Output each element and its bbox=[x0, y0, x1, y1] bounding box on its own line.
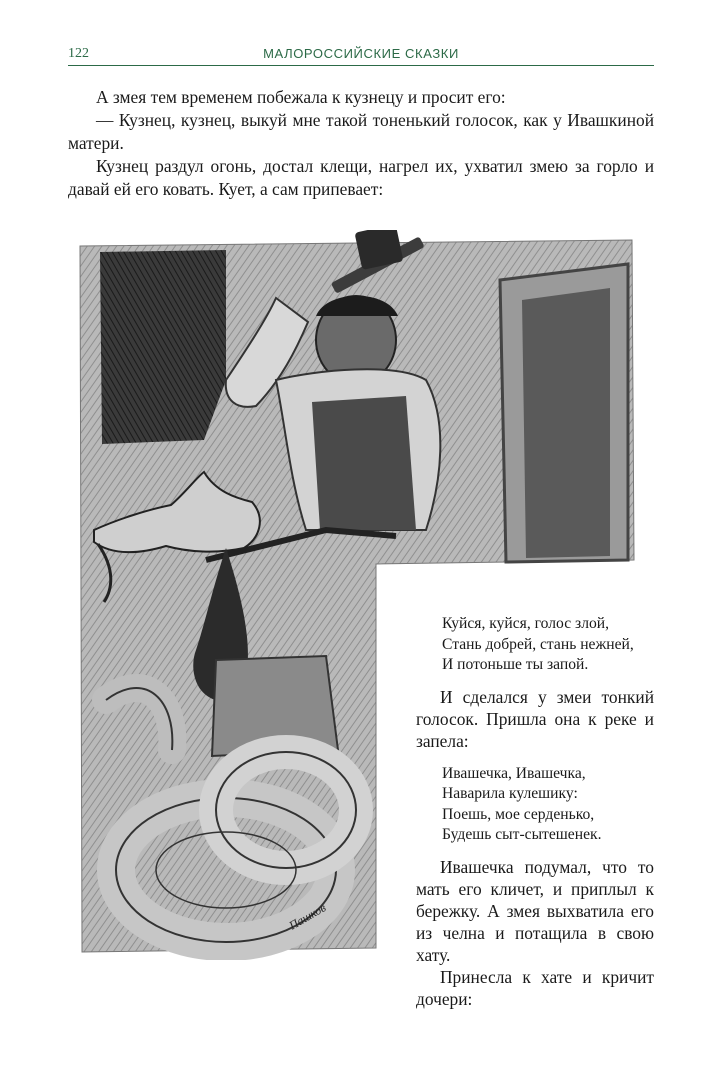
page-header bbox=[68, 44, 654, 66]
paragraph: Ивашечка подумал, что то мать его кличет, и приплыл к бережку. А змея выхватила его из челна и потащила в свою хату. bbox=[416, 856, 654, 965]
page-number: 122 bbox=[68, 46, 89, 61]
verse-line: Будешь сыт-сытешенек. bbox=[442, 826, 602, 843]
paragraph: А змея тем временем побежала к кузнецу и просит его: bbox=[96, 87, 506, 107]
right-column bbox=[416, 614, 654, 1010]
verse-line: Стань добрей, стань нежней, bbox=[442, 635, 634, 653]
paragraph: И сделался у змеи тонкий голосок. Пришла она к реке и запела: bbox=[416, 686, 654, 751]
artist-signature: Пашков bbox=[286, 900, 329, 933]
running-title: МАЛОРОССИЙСКИЕ СКАЗКИ bbox=[263, 46, 459, 61]
verse-line: Поешь, мое серденько, bbox=[442, 805, 595, 823]
header-rule bbox=[68, 65, 654, 66]
verse-line: Ивашечка, Ивашечка, bbox=[442, 764, 586, 782]
verse-2 bbox=[442, 764, 654, 846]
paragraph: Кузнец раздул огонь, достал клещи, нагрел их, ухватил змею за горло и давай ей его ковать. Кует, а сам припевает: bbox=[68, 156, 654, 199]
verse-line: Куйся, куйся, голос злой, bbox=[442, 615, 610, 632]
verse-1 bbox=[442, 614, 654, 676]
verse-line: Наварила кулешику: bbox=[442, 785, 578, 802]
top-text-block bbox=[68, 86, 654, 201]
verse-line: И потоньше ты запой. bbox=[442, 656, 589, 673]
paragraph: Принесла к хате и кричит дочери: bbox=[416, 966, 654, 1009]
paragraph: — Кузнец, кузнец, выкуй мне такой тоненький голосок, как у Ивашкиной матери. bbox=[68, 110, 654, 153]
